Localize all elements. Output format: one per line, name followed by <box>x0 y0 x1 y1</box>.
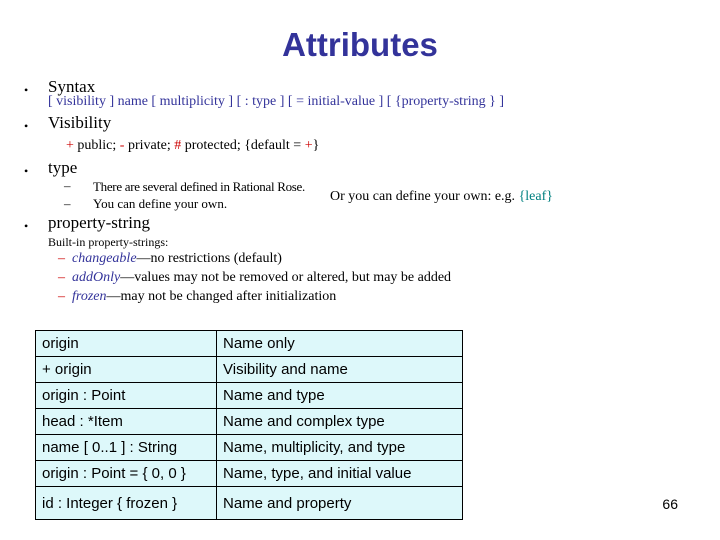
page-number: 66 <box>662 496 678 512</box>
type-line-2: You can define your own. <box>93 196 228 211</box>
table-cell-example: id : Integer { frozen } <box>36 487 217 520</box>
table-cell-example: + origin <box>36 357 217 383</box>
table-cell-example: origin <box>36 331 217 357</box>
type-heading: type <box>48 158 78 177</box>
table-cell-example: name [ 0..1 ] : String <box>36 435 217 461</box>
property-name: changeable <box>72 251 137 266</box>
visibility-heading: Visibility <box>48 113 112 132</box>
table-row <box>36 357 463 383</box>
bullet-icon: • <box>24 83 29 97</box>
slide-title: Attributes <box>282 26 438 63</box>
table-row <box>36 487 463 520</box>
syntax-heading: Syntax <box>48 77 96 96</box>
type-or-text: Or you can define your own: e.g. <box>330 189 519 204</box>
table-row <box>36 331 463 357</box>
table-cell-description: Name and complex type <box>217 409 463 435</box>
dash-icon: – <box>58 270 65 285</box>
examples-table <box>35 330 463 520</box>
property-item <box>58 270 451 286</box>
table-row <box>36 461 463 487</box>
property-desc: —values may not be removed or altered, but may be added <box>120 270 452 285</box>
property-intro: Built-in property-strings: <box>48 235 169 249</box>
property-name: addOnly <box>72 270 121 285</box>
visibility-private: private; <box>124 138 175 153</box>
table-row <box>36 383 463 409</box>
property-item <box>58 251 282 267</box>
dash-icon: – <box>58 251 65 266</box>
visibility-line <box>66 138 319 154</box>
syntax-line: [ visibility ] name [ multiplicity ] [ : type ] [ = initial-value ] [ {property-string } ] <box>48 94 505 109</box>
property-heading: property-string <box>48 213 150 232</box>
dash-icon: – <box>58 289 65 304</box>
property-name: frozen <box>72 289 107 304</box>
table-cell-example: origin : Point = { 0, 0 } <box>36 461 217 487</box>
visibility-plus: + <box>66 138 74 153</box>
table-cell-description: Name, type, and initial value <box>217 461 463 487</box>
dash-icon: – <box>64 196 71 211</box>
table-cell-description: Name only <box>217 331 463 357</box>
bullet-icon: • <box>24 164 29 178</box>
table-cell-description: Visibility and name <box>217 357 463 383</box>
property-item <box>58 289 336 305</box>
dash-icon: – <box>64 178 71 193</box>
table-cell-example: head : *Item <box>36 409 217 435</box>
visibility-minus: - <box>119 138 125 153</box>
type-example: {leaf} <box>518 189 553 204</box>
type-or-line <box>330 189 553 205</box>
table-row <box>36 435 463 461</box>
bullet-icon: • <box>24 219 29 233</box>
visibility-close: } <box>312 138 320 153</box>
table-cell-description: Name, multiplicity, and type <box>217 435 463 461</box>
type-line-1: There are several defined in Rational Rose. <box>93 179 305 194</box>
visibility-protected: protected; {default = <box>181 138 305 153</box>
property-desc: —may not be changed after initialization <box>106 289 337 304</box>
property-desc: —no restrictions (default) <box>136 251 282 266</box>
table-row <box>36 409 463 435</box>
table-cell-description: Name and type <box>217 383 463 409</box>
table-cell-example: origin : Point <box>36 383 217 409</box>
table-cell-description: Name and property <box>217 487 463 520</box>
visibility-public: public; <box>73 138 120 153</box>
visibility-default-plus: + <box>304 138 313 153</box>
bullet-icon: • <box>24 119 29 133</box>
visibility-hash: # <box>174 138 182 153</box>
